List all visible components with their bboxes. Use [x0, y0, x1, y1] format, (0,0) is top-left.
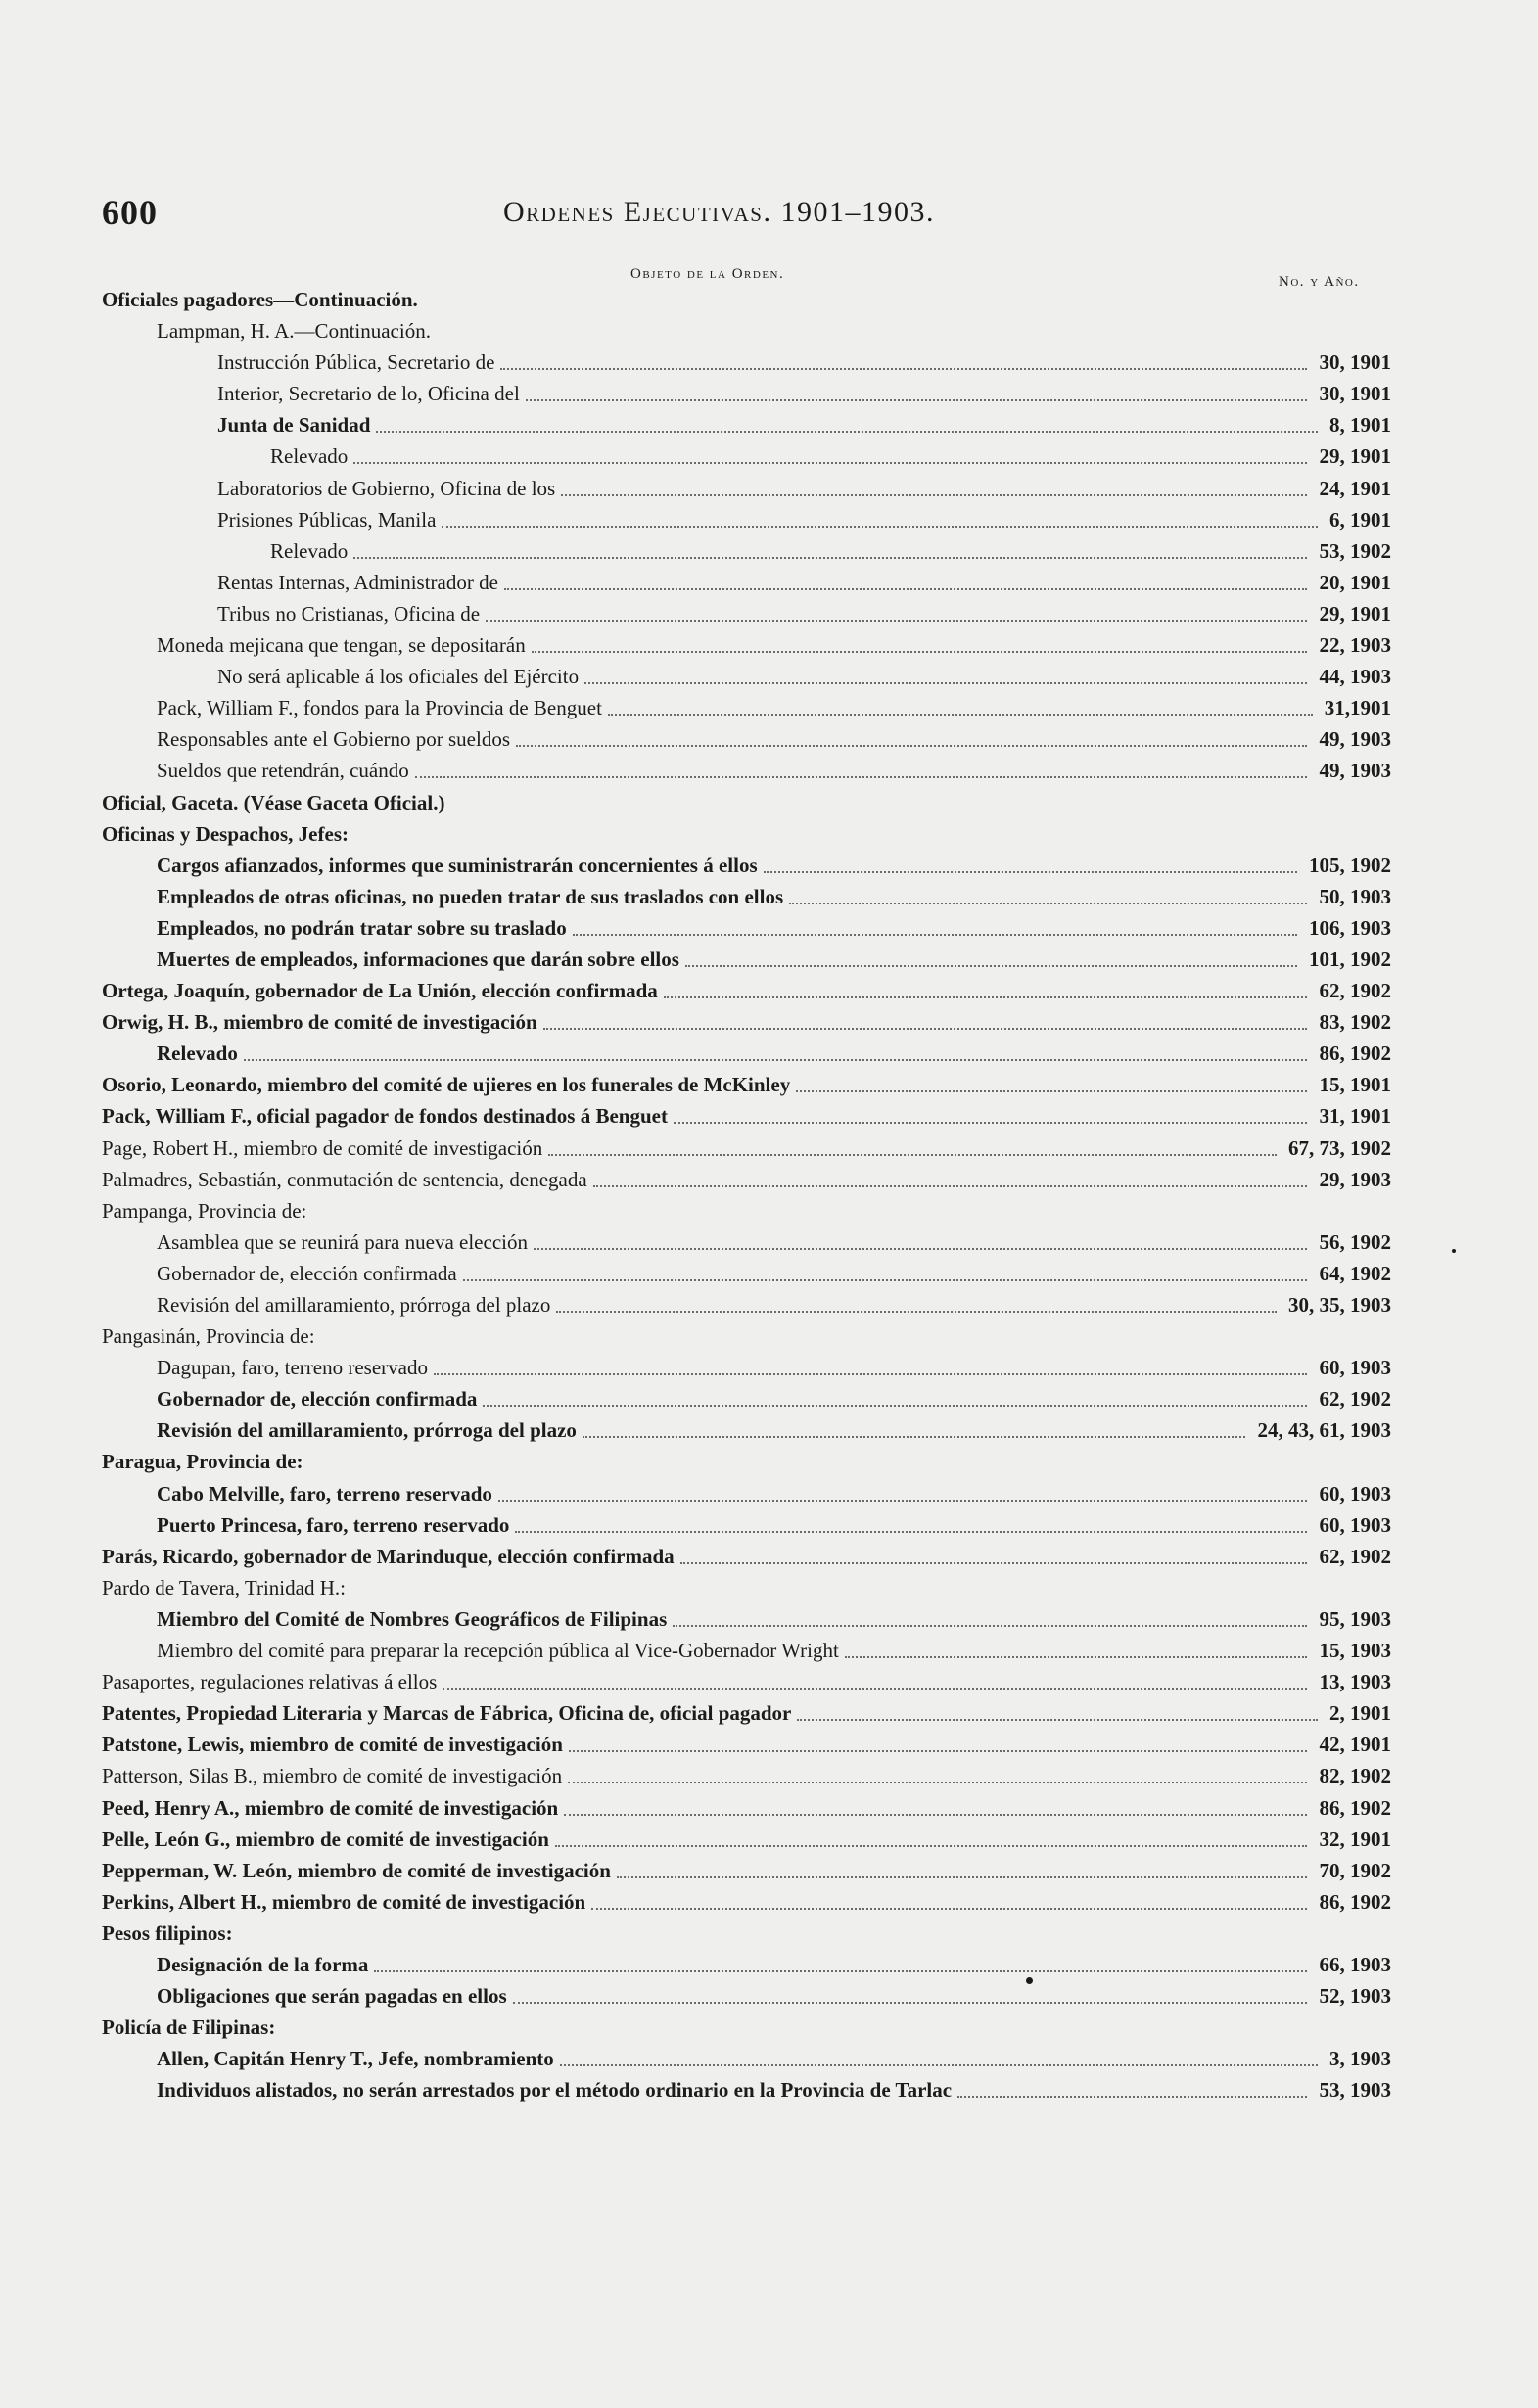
index-entry [0, 881, 1538, 912]
entry-text: Revisión del amillaramiento, prórroga del plazo [157, 1293, 551, 1317]
order-number-year: 15, 1901 [1319, 1073, 1391, 1097]
dot-leader [593, 1183, 1307, 1187]
entry-text: Rentas Internas, Administrador de [217, 570, 498, 594]
entry-text: Junta de Sanidad [217, 413, 371, 438]
dot-leader [561, 492, 1307, 496]
index-entry [0, 818, 1538, 850]
index-entry [0, 661, 1538, 692]
dot-leader [504, 586, 1307, 590]
index-entry [0, 315, 1538, 347]
dot-leader [498, 1498, 1307, 1502]
order-number-year: 50, 1903 [1319, 884, 1391, 908]
index-entry [0, 1069, 1538, 1100]
index-entry [0, 284, 1538, 315]
page-number: 600 [102, 193, 158, 232]
dot-leader [957, 2094, 1307, 2098]
entry-text: Allen, Capitán Henry T., Jefe, nombramiento [157, 2047, 554, 2071]
dot-leader [415, 774, 1307, 778]
order-number-year: 49, 1903 [1319, 727, 1391, 752]
order-number-year: 106, 1903 [1309, 915, 1391, 940]
index-entry [0, 1258, 1538, 1289]
index-entry [0, 1133, 1538, 1164]
entry-text: Orwig, H. B., miembro de comité de investigación [102, 1010, 537, 1035]
dot-leader [500, 366, 1307, 370]
index-entry [0, 1509, 1538, 1541]
entry-text: Obligaciones que serán pagadas en ellos [157, 1984, 507, 2009]
entry-text: Pepperman, W. León, miembro de comité de investigación [102, 1858, 611, 1882]
order-number-year: 6, 1901 [1329, 507, 1391, 532]
index-entry [0, 692, 1538, 723]
entry-text: Tribus no Cristianas, Oficina de [217, 601, 481, 625]
entry-text: Policía de Filipinas: [102, 2015, 276, 2040]
order-number-year: 53, 1902 [1319, 538, 1391, 563]
entry-text: Asamblea que se reunirá para nueva elección [157, 1229, 528, 1254]
index-entry [0, 1478, 1538, 1509]
index-entry [0, 567, 1538, 598]
index-entry [0, 912, 1538, 944]
index-entry [0, 440, 1538, 472]
order-number-year: 13, 1903 [1319, 1670, 1391, 1694]
index-entry [0, 1006, 1538, 1038]
dot-leader [534, 1246, 1307, 1250]
order-number-year: 83, 1902 [1319, 1010, 1391, 1035]
dot-leader [516, 743, 1307, 747]
dot-leader [532, 649, 1307, 653]
order-number-year: 62, 1902 [1319, 1544, 1391, 1568]
column-heading-number: No. y Año. [1279, 274, 1360, 290]
dot-leader [376, 429, 1318, 433]
order-number-year: 31, 1901 [1319, 1104, 1391, 1129]
entry-text: Revisión del amillaramiento, prórroga del plazo [157, 1418, 577, 1443]
order-number-year: 60, 1903 [1319, 1481, 1391, 1505]
entry-text: Pesos filipinos: [102, 1921, 233, 1945]
index-entries [0, 284, 1538, 2106]
dot-leader [486, 618, 1307, 622]
order-number-year: 70, 1902 [1319, 1858, 1391, 1882]
entry-text: Perkins, Albert H., miembro de comité de investigación [102, 1889, 586, 1914]
index-entry [0, 535, 1538, 567]
dot-leader [555, 1843, 1307, 1847]
index-entry [0, 1697, 1538, 1729]
entry-text: Pelle, León G., miembro de comité de investigación [102, 1827, 549, 1851]
entry-text: Parás, Ricardo, gobernador de Marinduque, elección confirmada [102, 1544, 675, 1568]
index-entry [0, 1760, 1538, 1791]
index-entry [0, 473, 1538, 504]
index-entry [0, 1918, 1538, 1949]
index-entry [0, 1666, 1538, 1697]
entry-text: Gobernador de, elección confirmada [157, 1261, 457, 1285]
entry-text: Peed, Henry A., miembro de comité de investigación [102, 1795, 559, 1820]
dot-leader [463, 1277, 1307, 1281]
dot-leader [685, 963, 1297, 967]
order-number-year: 60, 1903 [1319, 1356, 1391, 1380]
index-entry [0, 1635, 1538, 1666]
dot-leader [680, 1560, 1307, 1564]
entry-text: Relevado [270, 538, 349, 563]
order-number-year: 56, 1902 [1319, 1229, 1391, 1254]
dot-leader [797, 1717, 1318, 1721]
entry-text: Pasaportes, regulaciones relativas á ellos [102, 1670, 438, 1694]
order-number-year: 22, 1903 [1319, 633, 1391, 658]
dot-leader [568, 1780, 1307, 1783]
index-entry [0, 1383, 1538, 1414]
order-number-year: 29, 1901 [1319, 601, 1391, 625]
order-number-year: 29, 1901 [1319, 444, 1391, 469]
entry-text: Oficinas y Despachos, Jefes: [102, 821, 349, 846]
entry-text: Interior, Secretario de lo, Oficina del [217, 382, 520, 406]
entry-text: Osorio, Leonardo, miembro del comité de ujieres en los funerales de McKinley [102, 1073, 791, 1097]
index-entry [0, 1352, 1538, 1383]
order-number-year: 86, 1902 [1319, 1042, 1391, 1066]
index-entry [0, 2012, 1538, 2043]
order-number-year: 20, 1901 [1319, 570, 1391, 594]
order-number-year: 42, 1901 [1319, 1733, 1391, 1757]
index-entry [0, 1855, 1538, 1886]
dot-leader [560, 2062, 1318, 2066]
index-entry [0, 1824, 1538, 1855]
index-entry [0, 1195, 1538, 1227]
entry-text: Lampman, H. A.—Continuación. [157, 319, 431, 344]
index-entry [0, 1729, 1538, 1760]
order-number-year: 105, 1902 [1309, 853, 1391, 877]
dot-leader [617, 1875, 1307, 1878]
index-entry [0, 787, 1538, 818]
entry-text: Laboratorios de Gobierno, Oficina de los [217, 476, 556, 500]
dot-leader [764, 869, 1297, 873]
entry-text: Cargos afianzados, informes que suministrarán concernientes á ellos [157, 853, 758, 877]
order-number-year: 101, 1902 [1309, 947, 1391, 971]
entry-text: Oficiales pagadores—Continuación. [102, 288, 418, 311]
entry-text: Dagupan, faro, terreno reservado [157, 1356, 428, 1380]
entry-text: Patstone, Lewis, miembro de comité de investigación [102, 1733, 563, 1757]
entry-text: Page, Robert H., miembro de comité de investigación [102, 1135, 543, 1160]
index-entry [0, 1164, 1538, 1195]
entry-text: Pack, William F., fondos para la Provincia de Benguet [157, 696, 602, 720]
dot-leader [513, 2000, 1307, 2004]
index-entry [0, 1949, 1538, 1980]
order-number-year: 67, 73, 1902 [1288, 1135, 1391, 1160]
entry-text: Patentes, Propiedad Literaria y Marcas de Fábrica, Oficina de, oficial pagador [102, 1701, 792, 1726]
entry-text: Prisiones Públicas, Manila [217, 507, 437, 532]
dot-leader [845, 1654, 1307, 1658]
entry-text: Miembro del Comité de Nombres Geográficos de Filipinas [157, 1606, 668, 1631]
dot-leader [434, 1371, 1307, 1375]
index-entry [0, 1446, 1538, 1477]
index-entry [0, 944, 1538, 975]
index-entry [0, 1980, 1538, 2012]
dot-leader [353, 460, 1307, 464]
entry-text: Paragua, Provincia de: [102, 1450, 303, 1474]
index-entry [0, 629, 1538, 661]
entry-text: Muertes de empleados, informaciones que darán sobre ellos [157, 947, 679, 971]
index-entry [0, 378, 1538, 409]
dot-leader [483, 1403, 1307, 1407]
order-number-year: 8, 1901 [1329, 413, 1391, 438]
dot-leader [548, 1152, 1277, 1156]
order-number-year: 29, 1903 [1319, 1167, 1391, 1191]
order-number-year: 66, 1903 [1319, 1952, 1391, 1976]
order-number-year: 60, 1903 [1319, 1512, 1391, 1537]
page-header [102, 192, 1394, 241]
index-entry [0, 598, 1538, 629]
entry-text: Puerto Princesa, faro, terreno reservado [157, 1512, 510, 1537]
entry-text: Relevado [270, 444, 349, 469]
entry-text: Responsables ante el Gobierno por sueldos [157, 727, 511, 752]
dot-leader [573, 932, 1297, 936]
entry-text: Sueldos que retendrán, cuándo [157, 759, 409, 783]
index-entry [0, 1038, 1538, 1069]
dot-leader [673, 1623, 1307, 1627]
entry-text: Oficial, Gaceta. (Véase Gaceta Oficial.) [102, 790, 445, 814]
entry-text: Empleados de otras oficinas, no pueden tratar de sus traslados con ellos [157, 884, 784, 908]
dot-leader [443, 1686, 1307, 1690]
order-number-year: 30, 35, 1903 [1288, 1293, 1391, 1317]
entry-text: Moneda mejicana que tengan, se depositarán [157, 633, 526, 658]
dot-leader [584, 680, 1307, 684]
entry-text: Pack, William F., oficial pagador de fondos destinados á Benguet [102, 1104, 668, 1129]
order-number-year: 95, 1903 [1319, 1606, 1391, 1631]
entry-text: No será aplicable á los oficiales del Ejército [217, 665, 580, 689]
entry-text: Individuos alistados, no serán arrestados por el método ordinario en la Provincia de Tarlac [157, 2078, 953, 2103]
entry-text: Relevado [157, 1042, 238, 1066]
order-number-year: 3, 1903 [1329, 2047, 1391, 2071]
order-number-year: 82, 1902 [1319, 1764, 1391, 1788]
dot-leader [374, 1968, 1307, 1972]
dot-leader [556, 1309, 1277, 1313]
entry-text: Pangasinán, Provincia de: [102, 1324, 315, 1349]
entry-text: Gobernador de, elección confirmada [157, 1387, 478, 1412]
dot-leader [442, 524, 1318, 528]
ink-speck [1452, 1249, 1456, 1253]
ink-speck [1026, 1977, 1033, 1984]
index-entry [0, 975, 1538, 1006]
index-entry [0, 1572, 1538, 1603]
index-entry [0, 755, 1538, 786]
index-entry [0, 2074, 1538, 2106]
index-entry [0, 1886, 1538, 1918]
entry-text: Pampanga, Provincia de: [102, 1198, 307, 1223]
order-number-year: 53, 1903 [1319, 2078, 1391, 2103]
index-entry [0, 1320, 1538, 1352]
index-entry [0, 1227, 1538, 1258]
dot-leader [569, 1748, 1307, 1752]
dot-leader [244, 1057, 1307, 1061]
order-number-year: 62, 1902 [1319, 979, 1391, 1003]
dot-leader [789, 901, 1307, 904]
order-number-year: 24, 43, 61, 1903 [1257, 1418, 1391, 1443]
order-number-year: 24, 1901 [1319, 476, 1391, 500]
dot-leader [526, 397, 1307, 401]
column-heading-object: Objeto de la Orden. [630, 266, 785, 282]
entry-text: Patterson, Silas B., miembro de comité de investigación [102, 1764, 563, 1788]
index-entry [0, 850, 1538, 881]
order-number-year: 31,1901 [1324, 696, 1391, 720]
dot-leader [591, 1906, 1307, 1910]
order-number-year: 86, 1902 [1319, 1795, 1391, 1820]
index-entry [0, 409, 1538, 440]
entry-text: Designación de la forma [157, 1952, 369, 1976]
order-number-year: 49, 1903 [1319, 759, 1391, 783]
order-number-year: 44, 1903 [1319, 665, 1391, 689]
index-entry [0, 723, 1538, 755]
entry-text: Miembro del comité para preparar la recepción pública al Vice-Gobernador Wright [157, 1639, 839, 1663]
entry-text: Instrucción Pública, Secretario de [217, 350, 495, 375]
dot-leader [796, 1088, 1307, 1092]
index-entry [0, 1792, 1538, 1824]
entry-text: Empleados, no podrán tratar sobre su traslado [157, 915, 567, 940]
index-entry [0, 2043, 1538, 2074]
index-entry [0, 1414, 1538, 1446]
dot-leader [353, 555, 1307, 559]
order-number-year: 2, 1901 [1329, 1701, 1391, 1726]
order-number-year: 30, 1901 [1319, 350, 1391, 375]
dot-leader [674, 1120, 1307, 1124]
entry-text: Ortega, Joaquín, gobernador de La Unión, elección confirmada [102, 979, 658, 1003]
running-title: Ordenes Ejecutivas. 1901–1903. [503, 196, 935, 228]
index-entry [0, 1289, 1538, 1320]
index-entry [0, 1603, 1538, 1635]
order-number-year: 86, 1902 [1319, 1889, 1391, 1914]
order-number-year: 15, 1903 [1319, 1639, 1391, 1663]
dot-leader [583, 1434, 1245, 1438]
order-number-year: 30, 1901 [1319, 382, 1391, 406]
dot-leader [515, 1529, 1307, 1533]
index-entry [0, 1541, 1538, 1572]
entry-text: Pardo de Tavera, Trinidad H.: [102, 1575, 346, 1599]
entry-text: Palmadres, Sebastián, conmutación de sentencia, denegada [102, 1167, 587, 1191]
dot-leader [664, 995, 1307, 998]
order-number-year: 62, 1902 [1319, 1387, 1391, 1412]
index-entry [0, 504, 1538, 535]
order-number-year: 64, 1902 [1319, 1261, 1391, 1285]
dot-leader [564, 1812, 1307, 1816]
index-entry [0, 347, 1538, 378]
entry-text: Cabo Melville, faro, terreno reservado [157, 1481, 492, 1505]
index-entry [0, 1100, 1538, 1132]
order-number-year: 32, 1901 [1319, 1827, 1391, 1851]
dot-leader [543, 1026, 1307, 1030]
order-number-year: 52, 1903 [1319, 1984, 1391, 2009]
dot-leader [608, 712, 1313, 716]
